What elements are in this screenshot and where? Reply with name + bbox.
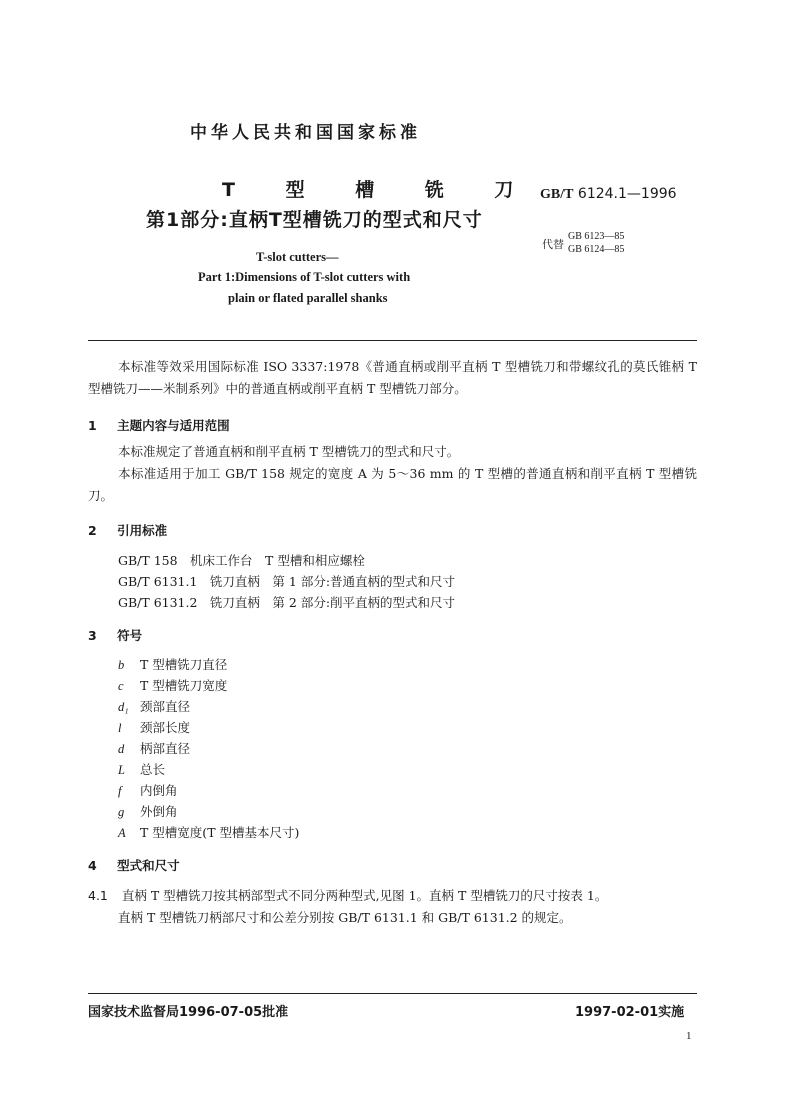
symbol: b [118, 658, 125, 672]
approval-date: 国家技术监督局1996-07-05批准 [88, 1005, 289, 1020]
footer-divider [88, 993, 697, 994]
section-1-paragraph-1: 本标准规定了普通直柄和削平直柄 T 型槽铣刀的型式和尺寸。 [118, 444, 460, 459]
implementation-date: 1997-02-01实施 [575, 1005, 685, 1020]
section-number: 3 [88, 628, 97, 643]
symbol-description: 颈部直径 [140, 699, 191, 714]
standard-code [540, 186, 677, 203]
reference-item: GB/T 6131.2 铣刀直柄 第 2 部分:削平直柄的型式和尺寸 [118, 595, 456, 610]
symbol-row [118, 697, 190, 715]
intro-paragraph: 本标准等效采用国际标准 ISO 3337:1978《普通直柄或削平直柄 T 型槽铣刀和带螺纹孔的莫氏锥柄 T 型槽铣刀——米制系列》中的普通直柄或削平直柄 T 型槽铣刀部分。 [88, 359, 697, 396]
symbol-description: 柄部直径 [140, 741, 191, 756]
symbol: l [118, 721, 122, 735]
standard-code-number: 6124.1—1996 [577, 186, 677, 202]
section-number: 2 [88, 523, 97, 538]
header-divider [88, 340, 697, 341]
title-en-line3: plain or flated parallel shanks [228, 291, 388, 305]
section-number: 4 [88, 858, 97, 873]
page-number: 1 [686, 1030, 692, 1042]
reference-item: GB/T 6131.1 铣刀直柄 第 1 部分:普通直柄的型式和尺寸 [118, 574, 456, 589]
symbol: f [118, 784, 122, 798]
symbol-description: 外倒角 [140, 804, 178, 819]
section-3-heading [88, 626, 142, 644]
symbol-description: 内倒角 [140, 783, 178, 798]
symbol-row [118, 802, 178, 820]
title-cn-line2: 第1部分:直柄T型槽铣刀的型式和尺寸 [146, 209, 483, 231]
section-number: 1 [88, 418, 97, 433]
symbol-description: 颈部长度 [140, 720, 191, 735]
symbol-description: T 型槽铣刀直径 [140, 657, 228, 672]
symbol: g [118, 805, 125, 819]
symbol-row [118, 760, 165, 778]
section-1-paragraph-2: 本标准适用于加工 GB/T 158 规定的宽度 A 为 5～36 mm 的 T 型槽的普通直柄和削平直柄 T 型槽铣刀。 [88, 466, 697, 503]
symbol: c [118, 679, 124, 693]
section-4-heading [88, 856, 180, 874]
clause-number: 4.1 [88, 888, 108, 903]
symbol-row [118, 718, 190, 736]
section-title: 符号 [117, 628, 143, 643]
section-title: 主题内容与适用范围 [117, 418, 230, 433]
symbol-description: T 型槽宽度(T 型槽基本尺寸) [140, 825, 300, 840]
replaces-label: 代替 [542, 238, 564, 251]
symbol-row [118, 781, 178, 799]
national-standard-heading: 中华人民共和国国家标准 [190, 123, 421, 143]
section-2-heading [88, 521, 167, 539]
symbol-description: T 型槽铣刀宽度 [140, 678, 228, 693]
section-title: 引用标准 [117, 523, 168, 538]
symbol: L [118, 763, 125, 777]
symbol-row [118, 823, 299, 841]
section-title: 型式和尺寸 [117, 858, 180, 873]
clause-4-1 [88, 886, 607, 904]
reference-item: GB/T 158 机床工作台 T 型槽和相应螺栓 [118, 553, 365, 568]
symbol-row [118, 739, 190, 757]
title-en-line1: T-slot cutters— [256, 250, 339, 264]
standard-code-prefix: GB/T [540, 187, 574, 202]
title-cn-line1: T 型 槽 铣 刀 [222, 179, 536, 201]
symbol: d₁ [118, 700, 129, 714]
symbol: d [118, 742, 125, 756]
section-1-heading [88, 416, 230, 434]
symbol: A [118, 826, 126, 840]
clause-4-1-paragraph-2: 直柄 T 型槽铣刀柄部尺寸和公差分别按 GB/T 6131.1 和 GB/T 6131.2 的规定。 [118, 910, 572, 925]
symbol-row [118, 676, 227, 694]
replaces-item: GB 6124—85 [568, 244, 625, 255]
clause-text: 直柄 T 型槽铣刀按其柄部型式不同分两种型式,见图 1。直柄 T 型槽铣刀的尺寸按表 1。 [121, 888, 608, 903]
symbol-description: 总长 [140, 762, 166, 777]
title-en-line2: Part 1:Dimensions of T-slot cutters with [198, 270, 411, 284]
symbol-row [118, 655, 227, 673]
replaces-item: GB 6123—85 [568, 231, 625, 242]
